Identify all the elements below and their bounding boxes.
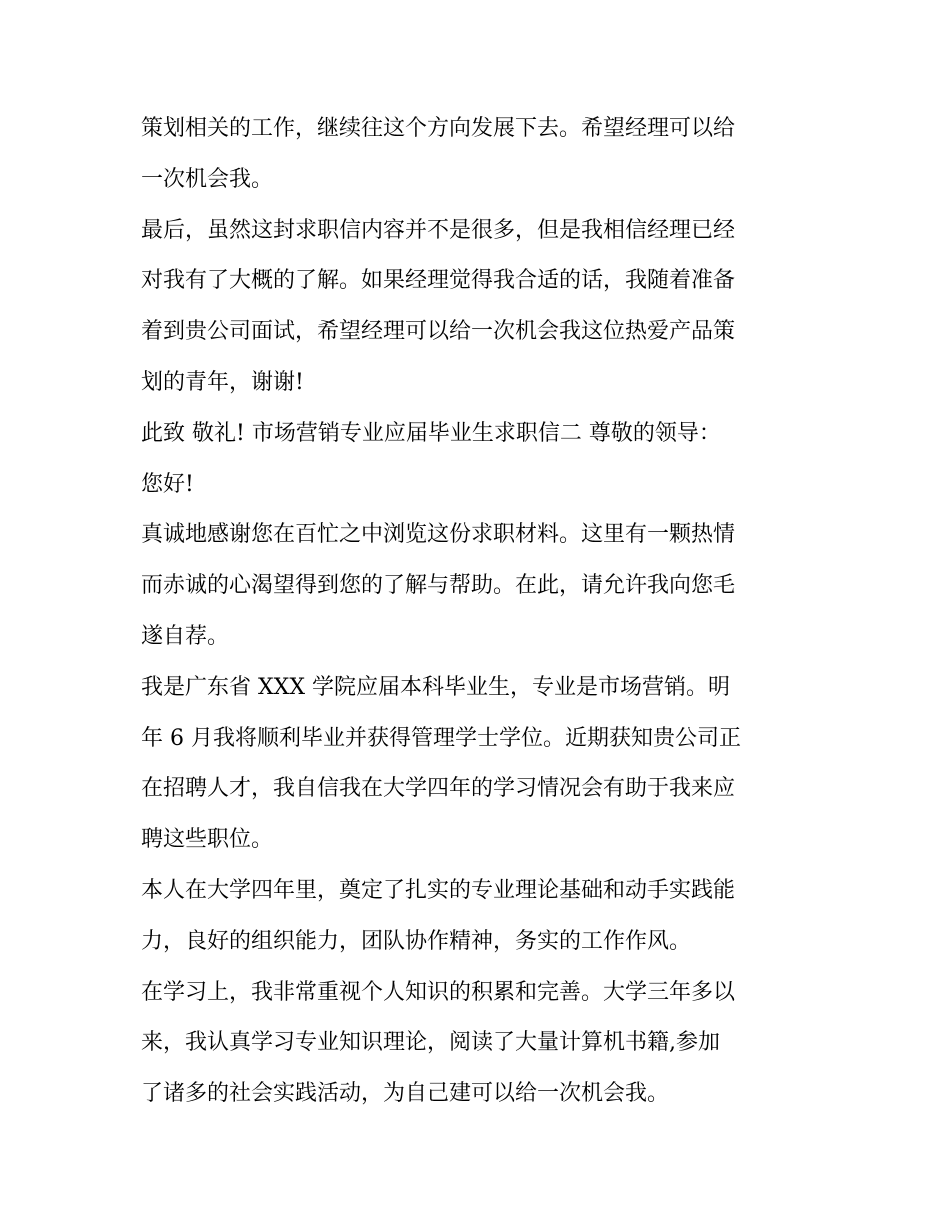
text-line: 我是广东省 XXX 学院应届本科毕业生，专业是市场营销。明 bbox=[141, 674, 730, 700]
text-line: 最后，虽然这封求职信内容并不是很多，但是我相信经理已经 bbox=[141, 217, 736, 243]
text-line: 遂自荐。 bbox=[141, 623, 230, 649]
text-line: 在招聘人才，我自信我在大学四年的学习情况会有助于我来应 bbox=[141, 776, 736, 802]
text-line: 来，我认真学习专业知识理论，阅读了大量计算机书籍,参加 bbox=[141, 1030, 720, 1056]
text-line: 力，良好的组织能力，团队协作精神，务实的工作作风。 bbox=[141, 928, 692, 954]
text-line: 一次机会我。 bbox=[141, 166, 274, 192]
text-line: 本人在大学四年里，奠定了扎实的专业理论基础和动手实践能 bbox=[141, 877, 736, 903]
text-line: 对我有了大概的了解。如果经理觉得我合适的话，我随着准备 bbox=[141, 268, 736, 294]
text-line: 着到贵公司面试，希望经理可以给一次机会我这位热爱产品策 bbox=[141, 319, 736, 345]
text-line: 真诚地感谢您在百忙之中浏览这份求职材料。这里有一颗热情 bbox=[141, 522, 736, 548]
document-body bbox=[141, 104, 821, 1120]
text-line: 您好! bbox=[141, 471, 194, 497]
text-line: 而赤诚的心渴望得到您的了解与帮助。在此，请允许我向您毛 bbox=[141, 573, 736, 599]
text-line: 划的青年，谢谢! bbox=[141, 369, 304, 395]
text-line: 策划相关的工作，继续往这个方向发展下去。希望经理可以给 bbox=[141, 116, 736, 141]
text-line: 在学习上，我非常重视个人知识的积累和完善。大学三年多以 bbox=[141, 979, 736, 1005]
text-line: 聘这些职位。 bbox=[141, 827, 274, 853]
text-line: 年 6 月我将顺利毕业并获得管理学士学位。近期获知贵公司正 bbox=[141, 725, 741, 751]
text-line: 了诸多的社会实践活动，为自己建可以给一次机会我。 bbox=[141, 1081, 670, 1107]
text-line: 此致 敬礼! 市场营销专业应届毕业生求职信二 尊敬的领导： bbox=[141, 420, 721, 446]
